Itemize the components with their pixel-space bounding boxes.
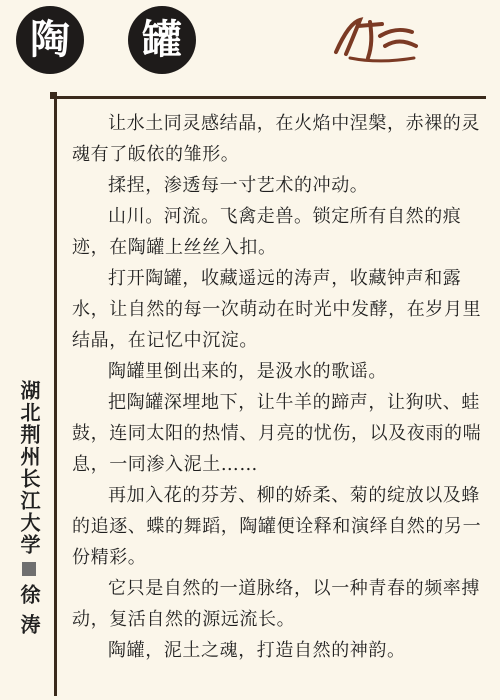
title-char-2: 罐	[128, 6, 196, 74]
title-char-1: 陶	[16, 6, 84, 74]
paragraph: 陶罐里倒出来的，是汲水的歌谣。	[108, 361, 387, 382]
paragraph: 再加入花的芬芳、柳的娇柔、菊的绽放以及蜂的追逐、蝶的舞蹈，陶罐便诠释和演绎自然的另一份精彩。	[72, 485, 482, 568]
paragraph: 打开陶罐，收藏遥远的涛声，收藏钟声和露水，让自然的每一次萌动在时光中发酵，在岁月里结晶，在记忆中沉淀。	[72, 268, 482, 351]
paragraph: 揉捏，渗透每一寸艺术的冲动。	[108, 175, 369, 196]
paragraph: 让水土同灵感结晶，在火焰中涅槃，赤裸的灵魂有了皈依的雏形。	[72, 113, 480, 165]
page-title	[16, 6, 196, 74]
paragraph: 它只是自然的一道脉络，以一种青春的频率搏动，复活自然的源远流长。	[72, 578, 480, 630]
article-body	[72, 108, 492, 666]
author-organization: 湖北荆州长江大学	[17, 380, 41, 556]
paragraph: 陶罐，泥土之魂，打造自然的神韵。	[108, 640, 406, 661]
paragraph: 山川。河流。飞禽走兽。锁定所有自然的痕迹，在陶罐上丝丝入扣。	[72, 206, 462, 258]
author-column	[10, 380, 48, 644]
calligraphy-seal-icon	[330, 12, 420, 64]
separator-square-icon	[22, 562, 36, 576]
paragraph: 把陶罐深埋地下，让牛羊的蹄声，让狗吠、蛙鼓，连同太阳的热情、月亮的忧伤，以及夜雨的喘息，一同渗入泥土……	[72, 392, 482, 475]
author-name: 徐涛	[17, 584, 41, 644]
